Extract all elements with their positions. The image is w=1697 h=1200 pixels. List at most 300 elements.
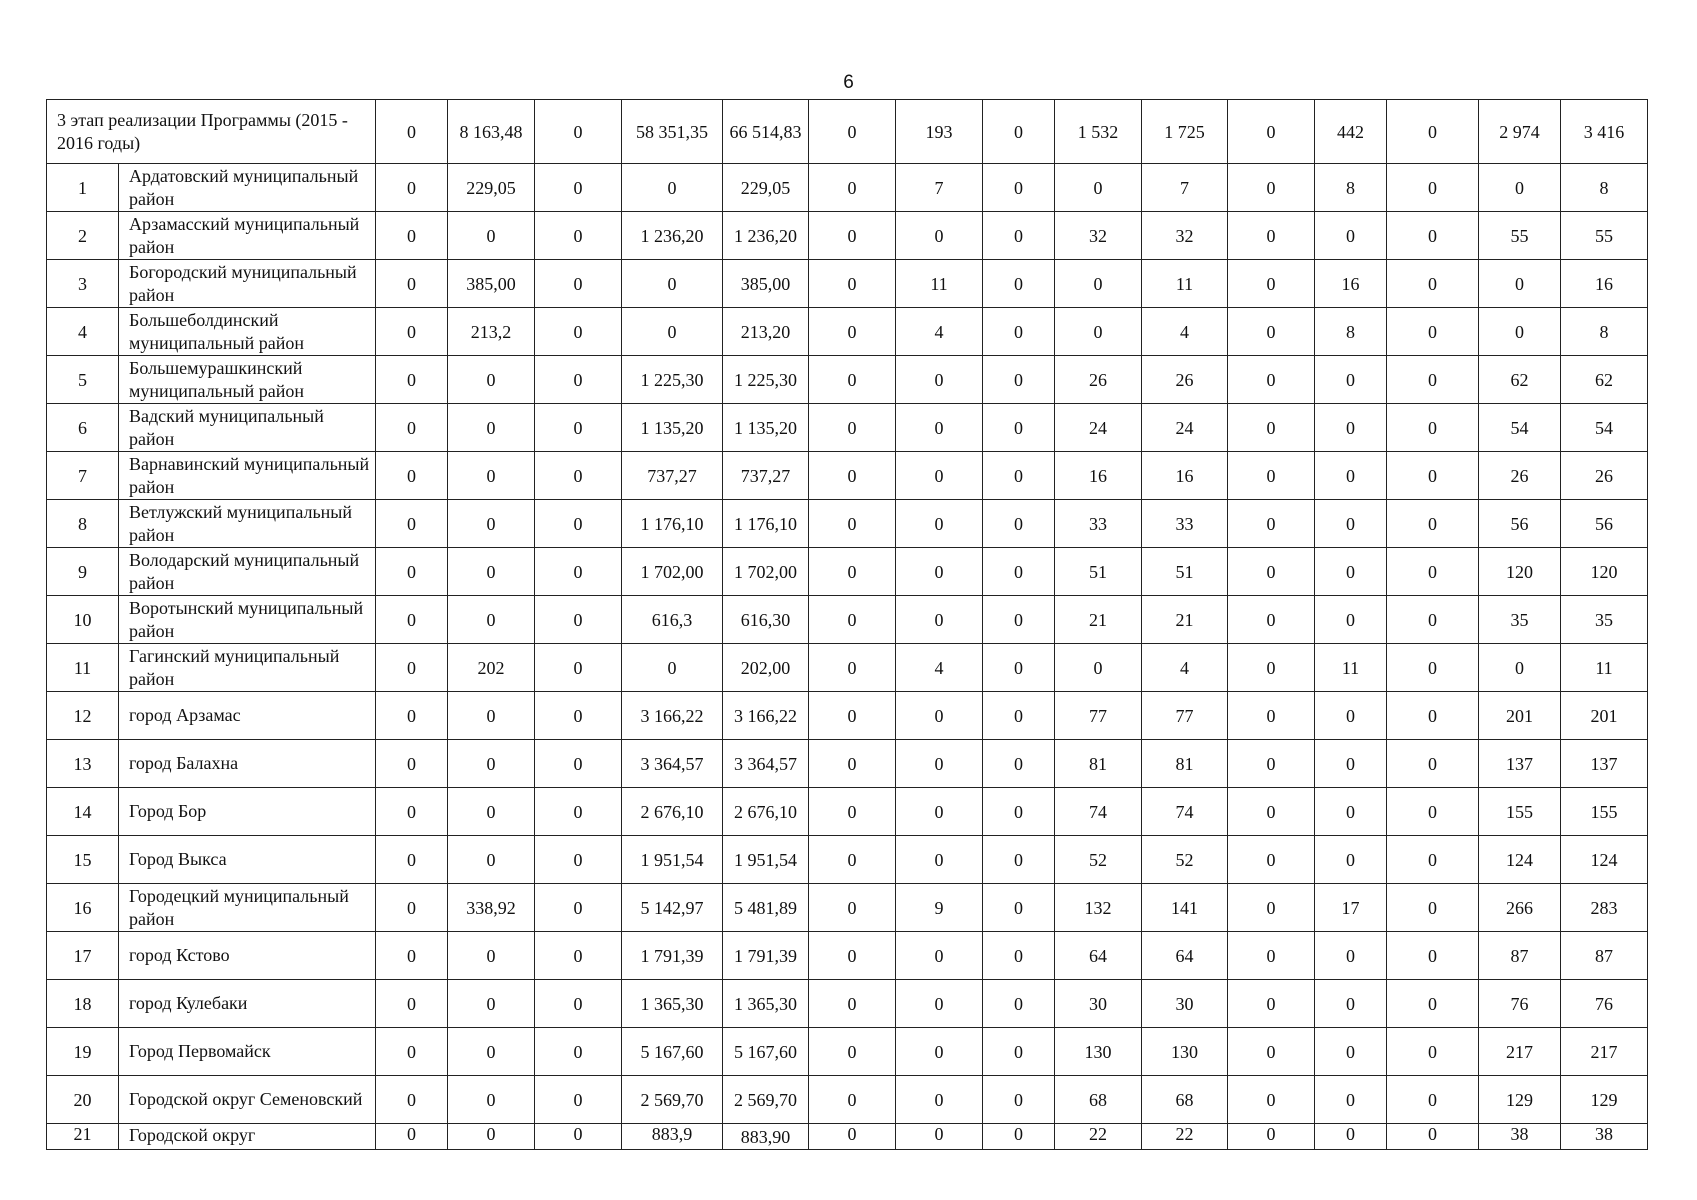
district-name: Город Выкса xyxy=(119,836,376,884)
value-cell: 0 xyxy=(1387,404,1479,452)
value-cell: 0 xyxy=(1315,692,1387,740)
value-cell: 202,00 xyxy=(723,644,809,692)
value-cell: 0 xyxy=(1055,644,1142,692)
stage-cell: 0 xyxy=(1228,100,1315,164)
value-cell: 0 xyxy=(809,1076,896,1124)
value-cell: 0 xyxy=(1055,164,1142,212)
value-cell: 0 xyxy=(448,836,535,884)
table-row xyxy=(47,260,1648,308)
value-cell: 38 xyxy=(1561,1124,1648,1150)
value-cell: 0 xyxy=(1387,692,1479,740)
program-table xyxy=(46,99,1648,1150)
value-cell: 1 702,00 xyxy=(622,548,723,596)
district-name: Большеболдинский муниципальный район xyxy=(119,308,376,356)
row-number: 19 xyxy=(47,1028,119,1076)
value-cell: 1 236,20 xyxy=(622,212,723,260)
value-cell: 26 xyxy=(1479,452,1561,500)
row-number: 17 xyxy=(47,932,119,980)
value-cell: 0 xyxy=(376,740,448,788)
value-cell: 0 xyxy=(809,404,896,452)
stage-row xyxy=(47,100,1648,164)
value-cell: 76 xyxy=(1561,980,1648,1028)
value-cell: 74 xyxy=(1142,788,1228,836)
value-cell: 0 xyxy=(535,404,622,452)
value-cell: 3 364,57 xyxy=(622,740,723,788)
district-name: Ветлужский муниципальный район xyxy=(119,500,376,548)
stage-cell: 193 xyxy=(896,100,983,164)
value-cell: 0 xyxy=(376,212,448,260)
value-cell: 0 xyxy=(1315,1028,1387,1076)
value-cell: 0 xyxy=(809,356,896,404)
value-cell: 0 xyxy=(983,356,1055,404)
value-cell: 54 xyxy=(1561,404,1648,452)
value-cell: 0 xyxy=(896,836,983,884)
value-cell: 0 xyxy=(809,788,896,836)
value-cell: 0 xyxy=(983,596,1055,644)
value-cell: 52 xyxy=(1055,836,1142,884)
value-cell: 7 xyxy=(896,164,983,212)
value-cell: 0 xyxy=(535,1076,622,1124)
value-cell: 0 xyxy=(809,164,896,212)
table-row xyxy=(47,980,1648,1028)
stage-cell: 58 351,35 xyxy=(622,100,723,164)
value-cell: 26 xyxy=(1142,356,1228,404)
value-cell: 0 xyxy=(376,884,448,932)
table-row xyxy=(47,884,1648,932)
table-row xyxy=(47,932,1648,980)
value-cell: 0 xyxy=(1228,500,1315,548)
value-cell: 30 xyxy=(1142,980,1228,1028)
value-cell: 0 xyxy=(809,932,896,980)
value-cell: 0 xyxy=(535,1028,622,1076)
value-cell: 0 xyxy=(376,932,448,980)
value-cell: 0 xyxy=(983,884,1055,932)
page-number: 6 xyxy=(843,72,854,93)
value-cell: 0 xyxy=(809,308,896,356)
district-name: Гагинский муниципальный район xyxy=(119,644,376,692)
value-cell: 0 xyxy=(448,212,535,260)
value-cell: 0 xyxy=(1387,980,1479,1028)
value-cell: 32 xyxy=(1142,212,1228,260)
stage-cell: 1 532 xyxy=(1055,100,1142,164)
value-cell: 0 xyxy=(1315,1124,1387,1150)
value-cell: 155 xyxy=(1561,788,1648,836)
value-cell: 0 xyxy=(809,836,896,884)
value-cell: 0 xyxy=(983,932,1055,980)
table-row xyxy=(47,836,1648,884)
value-cell: 1 135,20 xyxy=(723,404,809,452)
row-number: 7 xyxy=(47,452,119,500)
value-cell: 0 xyxy=(809,884,896,932)
value-cell: 77 xyxy=(1055,692,1142,740)
value-cell: 0 xyxy=(1228,212,1315,260)
table-row xyxy=(47,1028,1648,1076)
value-cell: 0 xyxy=(1315,836,1387,884)
row-number: 6 xyxy=(47,404,119,452)
value-cell: 0 xyxy=(809,692,896,740)
value-cell: 4 xyxy=(1142,308,1228,356)
value-cell: 120 xyxy=(1479,548,1561,596)
value-cell: 64 xyxy=(1142,932,1228,980)
value-cell: 0 xyxy=(1228,836,1315,884)
value-cell: 0 xyxy=(1315,788,1387,836)
value-cell: 3 364,57 xyxy=(723,740,809,788)
value-cell: 229,05 xyxy=(723,164,809,212)
value-cell: 1 236,20 xyxy=(723,212,809,260)
value-cell: 0 xyxy=(983,692,1055,740)
district-name: Городской округ xyxy=(119,1124,376,1150)
row-number: 8 xyxy=(47,500,119,548)
value-cell: 0 xyxy=(1228,1028,1315,1076)
value-cell: 0 xyxy=(809,260,896,308)
value-cell: 0 xyxy=(376,500,448,548)
value-cell: 1 365,30 xyxy=(723,980,809,1028)
row-number: 9 xyxy=(47,548,119,596)
value-cell: 56 xyxy=(1561,500,1648,548)
value-cell: 385,00 xyxy=(448,260,535,308)
value-cell: 0 xyxy=(448,932,535,980)
value-cell: 3 166,22 xyxy=(622,692,723,740)
table-row xyxy=(47,1124,1648,1150)
value-cell: 5 142,97 xyxy=(622,884,723,932)
row-number: 12 xyxy=(47,692,119,740)
value-cell: 11 xyxy=(896,260,983,308)
value-cell: 0 xyxy=(448,1076,535,1124)
value-cell: 76 xyxy=(1479,980,1561,1028)
value-cell: 0 xyxy=(376,356,448,404)
value-cell: 0 xyxy=(1055,260,1142,308)
value-cell: 4 xyxy=(896,644,983,692)
value-cell: 0 xyxy=(983,1076,1055,1124)
value-cell: 30 xyxy=(1055,980,1142,1028)
value-cell: 26 xyxy=(1561,452,1648,500)
value-cell: 0 xyxy=(535,164,622,212)
value-cell: 0 xyxy=(1315,404,1387,452)
value-cell: 0 xyxy=(896,356,983,404)
table-row xyxy=(47,500,1648,548)
value-cell: 0 xyxy=(1228,644,1315,692)
value-cell: 9 xyxy=(896,884,983,932)
value-cell: 0 xyxy=(448,356,535,404)
value-cell: 11 xyxy=(1142,260,1228,308)
value-cell: 0 xyxy=(535,1124,622,1150)
value-cell: 0 xyxy=(535,548,622,596)
value-cell: 883,90 xyxy=(723,1124,809,1150)
value-cell: 52 xyxy=(1142,836,1228,884)
value-cell: 0 xyxy=(983,980,1055,1028)
value-cell: 0 xyxy=(1228,884,1315,932)
value-cell: 0 xyxy=(448,1124,535,1150)
value-cell: 0 xyxy=(535,500,622,548)
value-cell: 0 xyxy=(448,452,535,500)
value-cell: 87 xyxy=(1561,932,1648,980)
table-row xyxy=(47,212,1648,260)
value-cell: 1 791,39 xyxy=(622,932,723,980)
value-cell: 0 xyxy=(809,596,896,644)
value-cell: 0 xyxy=(448,404,535,452)
value-cell: 0 xyxy=(535,980,622,1028)
table-row xyxy=(47,1076,1648,1124)
value-cell: 0 xyxy=(809,548,896,596)
value-cell: 0 xyxy=(448,692,535,740)
value-cell: 0 xyxy=(1228,980,1315,1028)
value-cell: 0 xyxy=(983,1124,1055,1150)
value-cell: 0 xyxy=(809,1124,896,1150)
value-cell: 0 xyxy=(1228,260,1315,308)
value-cell: 0 xyxy=(622,260,723,308)
value-cell: 201 xyxy=(1561,692,1648,740)
value-cell: 26 xyxy=(1055,356,1142,404)
value-cell: 155 xyxy=(1479,788,1561,836)
district-name: Городской округ Семеновский xyxy=(119,1076,376,1124)
value-cell: 16 xyxy=(1315,260,1387,308)
value-cell: 217 xyxy=(1479,1028,1561,1076)
district-name: Вадский муниципальный район xyxy=(119,404,376,452)
value-cell: 74 xyxy=(1055,788,1142,836)
value-cell: 0 xyxy=(809,1028,896,1076)
row-number: 4 xyxy=(47,308,119,356)
value-cell: 16 xyxy=(1561,260,1648,308)
value-cell: 0 xyxy=(1387,836,1479,884)
value-cell: 0 xyxy=(896,692,983,740)
value-cell: 0 xyxy=(1387,1076,1479,1124)
value-cell: 0 xyxy=(1479,260,1561,308)
row-number: 2 xyxy=(47,212,119,260)
row-number: 21 xyxy=(47,1124,119,1150)
value-cell: 0 xyxy=(1479,164,1561,212)
value-cell: 0 xyxy=(896,932,983,980)
value-cell: 0 xyxy=(448,1028,535,1076)
value-cell: 0 xyxy=(896,596,983,644)
row-number: 14 xyxy=(47,788,119,836)
value-cell: 124 xyxy=(1479,836,1561,884)
value-cell: 0 xyxy=(896,1076,983,1124)
value-cell: 1 791,39 xyxy=(723,932,809,980)
row-number: 20 xyxy=(47,1076,119,1124)
row-number: 11 xyxy=(47,644,119,692)
value-cell: 0 xyxy=(983,836,1055,884)
row-number: 5 xyxy=(47,356,119,404)
value-cell: 11 xyxy=(1561,644,1648,692)
value-cell: 616,3 xyxy=(622,596,723,644)
stage-cell: 2 974 xyxy=(1479,100,1561,164)
district-name: город Кулебаки xyxy=(119,980,376,1028)
value-cell: 0 xyxy=(1387,932,1479,980)
value-cell: 68 xyxy=(1055,1076,1142,1124)
value-cell: 2 569,70 xyxy=(723,1076,809,1124)
value-cell: 0 xyxy=(1387,644,1479,692)
value-cell: 68 xyxy=(1142,1076,1228,1124)
value-cell: 0 xyxy=(983,164,1055,212)
value-cell: 0 xyxy=(448,500,535,548)
value-cell: 0 xyxy=(376,788,448,836)
value-cell: 11 xyxy=(1315,644,1387,692)
value-cell: 35 xyxy=(1561,596,1648,644)
value-cell: 229,05 xyxy=(448,164,535,212)
value-cell: 217 xyxy=(1561,1028,1648,1076)
value-cell: 0 xyxy=(809,212,896,260)
value-cell: 0 xyxy=(1228,404,1315,452)
value-cell: 0 xyxy=(1228,692,1315,740)
value-cell: 338,92 xyxy=(448,884,535,932)
table-row xyxy=(47,692,1648,740)
stage-cell: 442 xyxy=(1315,100,1387,164)
value-cell: 124 xyxy=(1561,836,1648,884)
value-cell: 0 xyxy=(535,308,622,356)
value-cell: 0 xyxy=(1228,596,1315,644)
value-cell: 1 135,20 xyxy=(622,404,723,452)
table-row xyxy=(47,548,1648,596)
value-cell: 5 167,60 xyxy=(622,1028,723,1076)
value-cell: 0 xyxy=(622,164,723,212)
value-cell: 0 xyxy=(1387,500,1479,548)
value-cell: 0 xyxy=(896,500,983,548)
value-cell: 0 xyxy=(809,452,896,500)
value-cell: 1 951,54 xyxy=(723,836,809,884)
value-cell: 16 xyxy=(1055,452,1142,500)
district-name: Варнавинский муниципальный район xyxy=(119,452,376,500)
value-cell: 0 xyxy=(535,692,622,740)
value-cell: 0 xyxy=(1315,452,1387,500)
value-cell: 0 xyxy=(535,212,622,260)
value-cell: 0 xyxy=(896,404,983,452)
value-cell: 32 xyxy=(1055,212,1142,260)
value-cell: 0 xyxy=(448,740,535,788)
row-number: 13 xyxy=(47,740,119,788)
value-cell: 0 xyxy=(1055,308,1142,356)
stage-cell: 3 416 xyxy=(1561,100,1648,164)
row-number: 10 xyxy=(47,596,119,644)
value-cell: 737,27 xyxy=(723,452,809,500)
value-cell: 0 xyxy=(1387,212,1479,260)
value-cell: 54 xyxy=(1479,404,1561,452)
value-cell: 3 166,22 xyxy=(723,692,809,740)
value-cell: 0 xyxy=(535,740,622,788)
value-cell: 0 xyxy=(376,164,448,212)
value-cell: 8 xyxy=(1315,164,1387,212)
value-cell: 0 xyxy=(1228,452,1315,500)
value-cell: 283 xyxy=(1561,884,1648,932)
value-cell: 0 xyxy=(983,1028,1055,1076)
value-cell: 137 xyxy=(1479,740,1561,788)
stage-cell: 0 xyxy=(983,100,1055,164)
value-cell: 0 xyxy=(1387,1124,1479,1150)
value-cell: 16 xyxy=(1142,452,1228,500)
value-cell: 55 xyxy=(1479,212,1561,260)
value-cell: 0 xyxy=(1315,980,1387,1028)
value-cell: 33 xyxy=(1142,500,1228,548)
value-cell: 0 xyxy=(376,1124,448,1150)
value-cell: 7 xyxy=(1142,164,1228,212)
value-cell: 0 xyxy=(1315,596,1387,644)
table-row xyxy=(47,164,1648,212)
value-cell: 0 xyxy=(535,596,622,644)
district-name: Богородский муниципальный район xyxy=(119,260,376,308)
value-cell: 8 xyxy=(1561,308,1648,356)
value-cell: 17 xyxy=(1315,884,1387,932)
stage-cell: 0 xyxy=(535,100,622,164)
value-cell: 0 xyxy=(809,740,896,788)
value-cell: 0 xyxy=(376,980,448,1028)
value-cell: 0 xyxy=(983,212,1055,260)
table-row xyxy=(47,452,1648,500)
value-cell: 1 225,30 xyxy=(723,356,809,404)
value-cell: 0 xyxy=(1387,356,1479,404)
row-number: 1 xyxy=(47,164,119,212)
value-cell: 21 xyxy=(1142,596,1228,644)
value-cell: 0 xyxy=(376,692,448,740)
value-cell: 2 676,10 xyxy=(622,788,723,836)
value-cell: 51 xyxy=(1142,548,1228,596)
value-cell: 0 xyxy=(896,1028,983,1076)
stage-cell: 0 xyxy=(809,100,896,164)
district-name: город Кстово xyxy=(119,932,376,980)
value-cell: 24 xyxy=(1055,404,1142,452)
row-number: 16 xyxy=(47,884,119,932)
value-cell: 737,27 xyxy=(622,452,723,500)
value-cell: 81 xyxy=(1055,740,1142,788)
value-cell: 0 xyxy=(535,884,622,932)
value-cell: 0 xyxy=(1315,356,1387,404)
value-cell: 0 xyxy=(1228,740,1315,788)
table-body xyxy=(47,100,1648,1150)
value-cell: 201 xyxy=(1479,692,1561,740)
value-cell: 0 xyxy=(1387,740,1479,788)
value-cell: 0 xyxy=(622,644,723,692)
district-name: Город Бор xyxy=(119,788,376,836)
value-cell: 0 xyxy=(535,644,622,692)
row-number: 15 xyxy=(47,836,119,884)
value-cell: 0 xyxy=(1315,212,1387,260)
value-cell: 2 676,10 xyxy=(723,788,809,836)
value-cell: 0 xyxy=(983,308,1055,356)
value-cell: 24 xyxy=(1142,404,1228,452)
value-cell: 64 xyxy=(1055,932,1142,980)
value-cell: 0 xyxy=(535,452,622,500)
value-cell: 81 xyxy=(1142,740,1228,788)
value-cell: 0 xyxy=(1387,308,1479,356)
value-cell: 87 xyxy=(1479,932,1561,980)
value-cell: 0 xyxy=(1228,308,1315,356)
value-cell: 0 xyxy=(1479,308,1561,356)
value-cell: 2 569,70 xyxy=(622,1076,723,1124)
stage-cell: 66 514,83 xyxy=(723,100,809,164)
value-cell: 0 xyxy=(1479,644,1561,692)
value-cell: 0 xyxy=(896,740,983,788)
stage-cell: 0 xyxy=(376,100,448,164)
value-cell: 213,20 xyxy=(723,308,809,356)
stage-cell: 0 xyxy=(1387,100,1479,164)
table-row xyxy=(47,788,1648,836)
value-cell: 130 xyxy=(1055,1028,1142,1076)
value-cell: 0 xyxy=(896,788,983,836)
row-number: 18 xyxy=(47,980,119,1028)
value-cell: 0 xyxy=(1387,596,1479,644)
value-cell: 22 xyxy=(1055,1124,1142,1150)
value-cell: 1 702,00 xyxy=(723,548,809,596)
value-cell: 0 xyxy=(1228,548,1315,596)
value-cell: 0 xyxy=(1387,548,1479,596)
value-cell: 0 xyxy=(376,644,448,692)
value-cell: 0 xyxy=(1387,452,1479,500)
value-cell: 137 xyxy=(1561,740,1648,788)
value-cell: 0 xyxy=(1387,1028,1479,1076)
value-cell: 0 xyxy=(983,644,1055,692)
value-cell: 1 951,54 xyxy=(622,836,723,884)
value-cell: 56 xyxy=(1479,500,1561,548)
value-cell: 0 xyxy=(376,836,448,884)
value-cell: 0 xyxy=(983,740,1055,788)
